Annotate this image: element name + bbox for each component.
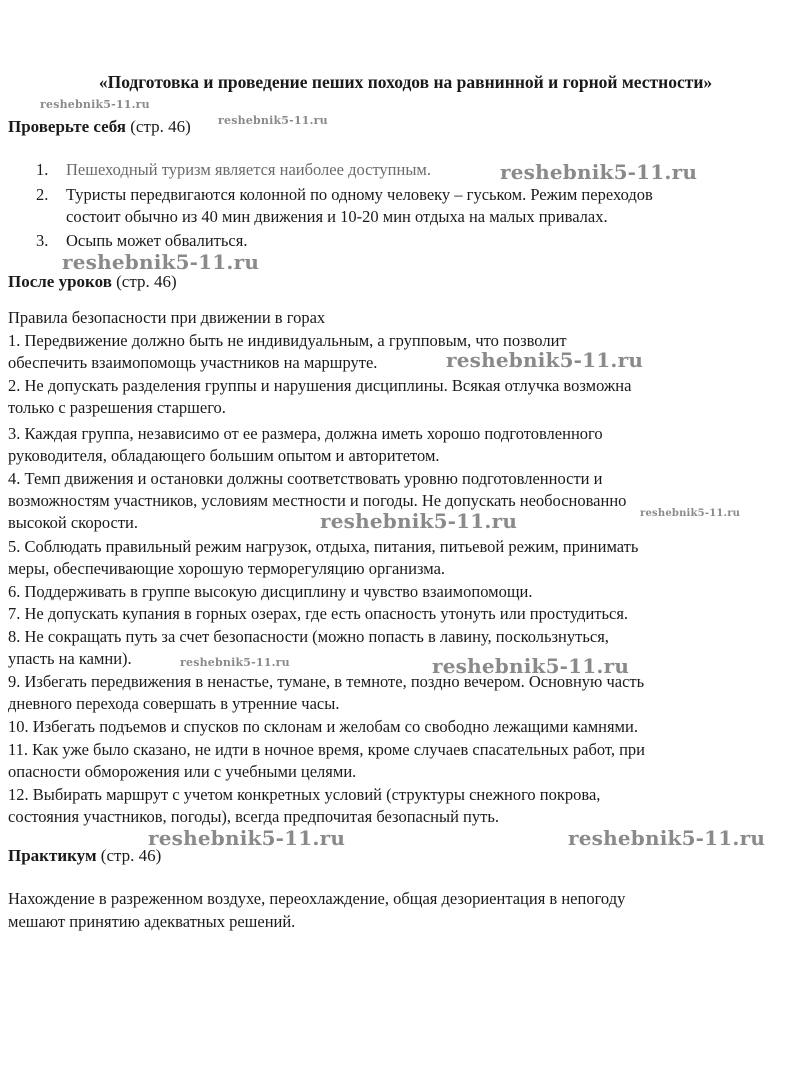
rule-line: упасть на камни). xyxy=(8,649,132,668)
rule-line: опасности обморожения или с учебными целями. xyxy=(8,762,357,781)
page-title: «Подготовка и проведение пеших походов на равнинной и горной местности» xyxy=(98,72,713,92)
rule-line: дневного перехода совершать в утренние часы. xyxy=(8,694,340,713)
answer-item-1 xyxy=(36,158,431,181)
rule-line: 11. Как уже было сказано, не идти в ночное время, кроме случаев спасательных работ, при xyxy=(8,740,646,759)
rule-line: руководителя, обладающего большим опытом и авторитетом. xyxy=(8,446,440,465)
watermark: reshebnik5-11.ru xyxy=(446,348,644,372)
page-reference: (стр. 46) xyxy=(116,272,177,291)
item-number: 1. xyxy=(36,160,49,179)
watermark: reshebnik5-11.ru xyxy=(320,509,518,533)
watermark: reshebnik5-11.ru xyxy=(148,826,346,850)
item-text: Туристы передвигаются колонной по одному человеку – гуськом. Режим переходов xyxy=(66,185,653,204)
rules-subtitle: Правила безопасности при движении в горах xyxy=(8,308,326,327)
page-reference: (стр. 46) xyxy=(130,117,191,136)
watermark: reshebnik5-11.ru xyxy=(218,114,328,127)
rule-line: возможностям участников, условиям местности и погоды. Не допускать необоснованно xyxy=(8,491,627,510)
rule-line: 2. Не допускать разделения группы и нарушения дисциплины. Всякая отлучка возможна xyxy=(8,376,632,395)
rule-line: 12. Выбирать маршрут с учетом конкретных условий (структуры снежного покрова, xyxy=(8,785,601,804)
watermark: reshebnik5-11.ru xyxy=(62,250,260,274)
section-heading-text: Практикум xyxy=(8,846,97,865)
section-heading-practicum xyxy=(8,846,161,866)
rule-line: 4. Темп движения и остановки должны соответствовать уровню подготовленности и xyxy=(8,469,603,488)
watermark: reshebnik5-11.ru xyxy=(180,656,290,669)
answer-item-3 xyxy=(36,229,247,252)
rule-line: 1. Передвижение должно быть не индивидуальным, а групповым, что позволит xyxy=(8,331,567,350)
rule-line: обеспечить взаимопомощь участников на маршруте. xyxy=(8,353,378,372)
rule-line: меры, обеспечивающие хорошую терморегуляцию организма. xyxy=(8,559,446,578)
watermark: reshebnik5-11.ru xyxy=(432,654,630,678)
rule-line: 3. Каждая группа, независимо от ее размера, должна иметь хорошо подготовленного xyxy=(8,424,603,443)
section-heading-text: После уроков xyxy=(8,272,112,291)
section-heading-text: Проверьте себя xyxy=(8,117,126,136)
rule-line: 9. Избегать передвижения в ненастье, тумане, в темноте, поздно вечером. Основную часть xyxy=(8,672,645,691)
section-heading-after-lessons xyxy=(8,272,177,292)
watermark: reshebnik5-11.ru xyxy=(40,98,150,111)
watermark: reshebnik5-11.ru xyxy=(568,826,766,850)
section-heading-check-yourself xyxy=(8,117,191,137)
rule-line: 5. Соблюдать правильный режим нагрузок, отдыха, питания, питьевой режим, принимать xyxy=(8,537,639,556)
item-number: 2. xyxy=(36,185,49,204)
watermark: reshebnik5-11.ru xyxy=(640,508,741,519)
rule-line: состояния участников, погоды), всегда предпочитая безопасный путь. xyxy=(8,807,499,826)
rule-line: только с разрешения старшего. xyxy=(8,398,226,417)
item-text: Пешеходный туризм является наиболее доступным. xyxy=(66,160,431,179)
rule-line: 7. Не допускать купания в горных озерах, где есть опасность утонуть или простудиться. xyxy=(8,604,629,623)
rule-line: 6. Поддерживать в группе высокую дисциплину и чувство взаимопомощи. xyxy=(8,582,533,601)
practicum-line: мешают принятию адекватных решений. xyxy=(8,912,296,931)
rule-line: 10. Избегать подъемов и спусков по склонам и желобам со свободно лежащими камнями. xyxy=(8,717,638,736)
rule-line: высокой скорости. xyxy=(8,513,138,532)
practicum-line: Нахождение в разреженном воздухе, переохлаждение, общая дезориентация в непогоду xyxy=(8,889,626,908)
watermark: reshebnik5-11.ru xyxy=(500,160,698,184)
answer-item-2 xyxy=(36,183,653,206)
item-number: 3. xyxy=(36,231,49,250)
page-reference: (стр. 46) xyxy=(100,846,162,865)
rule-line: 8. Не сокращать путь за счет безопасности (можно попасть в лавину, поскользнуться, xyxy=(8,627,609,646)
item-text: Осыпь может обвалиться. xyxy=(66,231,248,250)
answer-item-2-cont: состоит обычно из 40 мин движения и 10-20 мин отдыха на малых привалах. xyxy=(66,207,608,226)
